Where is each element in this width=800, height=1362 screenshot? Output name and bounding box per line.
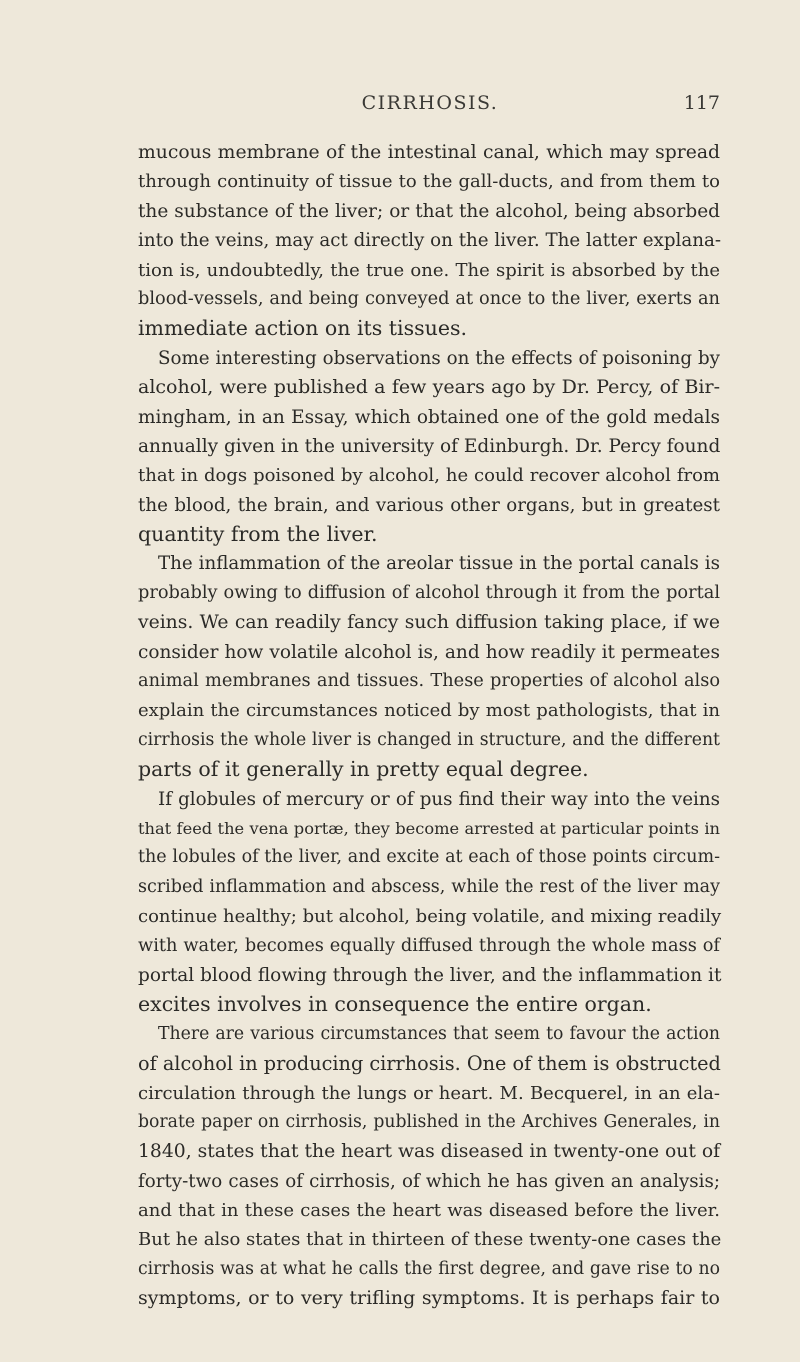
text-line: 1840, states that the heart was diseased in twenty-one out of xyxy=(138,1141,721,1163)
page-number: 117 xyxy=(683,92,720,114)
text-line: tion is, undoubtedly, the true one. The spirit is absorbed by the xyxy=(138,259,720,281)
text-line: continue healthy; but alcohol, being volatile, and mixing readily xyxy=(138,906,722,928)
text-line: alcohol, were published a few years ago by Dr. Percy, of Bir- xyxy=(138,376,720,399)
text-line: immediate action on its tissues. xyxy=(138,316,468,341)
text-line: cirrhosis the whole liver is changed in structure, and the different xyxy=(138,729,720,750)
text-line: mucous membrane of the intestinal canal, which may spread xyxy=(138,142,720,163)
text-line: Some interesting observations on the effects of poisoning by xyxy=(158,347,720,369)
text-line: veins. We can readily fancy such diffusion taking place, if we xyxy=(138,612,720,634)
page-header xyxy=(140,92,720,122)
text-line: the blood, the brain, and various other organs, but in greatest xyxy=(138,494,720,516)
text-line: The inflammation of the areolar tissue in the portal canals is xyxy=(158,553,720,575)
text-line: probably owing to diffusion of alcohol through it from the portal xyxy=(138,582,720,603)
text-line: quantity from the liver. xyxy=(138,522,378,547)
text-line: blood-vessels, and being conveyed at once to the liver, exerts an xyxy=(138,288,720,309)
text-line: mingham, in an Essay, which obtained one of the gold medals xyxy=(138,406,720,428)
text-line: that in dogs poisoned by alcohol, he could recover alcohol from xyxy=(138,465,720,487)
text-line: circulation through the lungs or heart. M. Becquerel, in an ela- xyxy=(138,1082,720,1104)
text-line: animal membranes and tissues. These properties of alcohol also xyxy=(138,671,720,692)
text-line: parts of it generally in pretty equal degree. xyxy=(138,757,589,782)
text-line: cirrhosis was at what he calls the first degree, and gave rise to no xyxy=(138,1258,720,1279)
running-head: CIRRHOSIS. xyxy=(361,92,499,114)
text-line: But he also states that in thirteen of these twenty-one cases the xyxy=(138,1229,722,1251)
text-line: the substance of the liver; or that the alcohol, being absorbed xyxy=(138,200,720,222)
text-line: the lobules of the liver, and excite at each of those points circum- xyxy=(138,847,720,868)
text-line: into the veins, may act directly on the liver. The latter explana- xyxy=(138,230,722,252)
text-line: explain the circumstances noticed by most pathologists, that in xyxy=(138,700,720,722)
text-line: and that in these cases the heart was diseased before the liver. xyxy=(138,1200,720,1222)
text-line: excites involves in consequence the entire organ. xyxy=(138,992,652,1017)
text-line: that feed the vena portæ, they become arrested at particular points in xyxy=(138,818,720,838)
text-line: with water, becomes equally diffused through the whole mass of xyxy=(138,935,720,956)
text-line: of alcohol in producing cirrhosis. One of them is obstructed xyxy=(138,1052,721,1076)
text-line: annually given in the university of Edinburgh. Dr. Percy found xyxy=(138,435,721,457)
text-line: There are various circumstances that seem to favour the action xyxy=(158,1023,720,1044)
text-line: borate paper on cirrhosis, published in the Archives Generales, in xyxy=(138,1111,720,1132)
text-line: portal blood flowing through the liver, and the inflammation it xyxy=(138,964,722,986)
text-line: symptoms, or to very trifling symptoms. It is perhaps fair to xyxy=(138,1287,720,1310)
body-text xyxy=(138,138,720,1314)
text-line: forty-two cases of cirrhosis, of which he has given an analysis; xyxy=(138,1170,720,1192)
text-line: consider how volatile alcohol is, and how readily it permeates xyxy=(138,641,720,663)
text-line: scribed inflammation and abscess, while the rest of the liver may xyxy=(138,876,720,897)
text-line: If globules of mercury or of pus find their way into the veins xyxy=(158,788,720,810)
text-line: through continuity of tissue to the gall-ducts, and from them to xyxy=(138,171,720,193)
